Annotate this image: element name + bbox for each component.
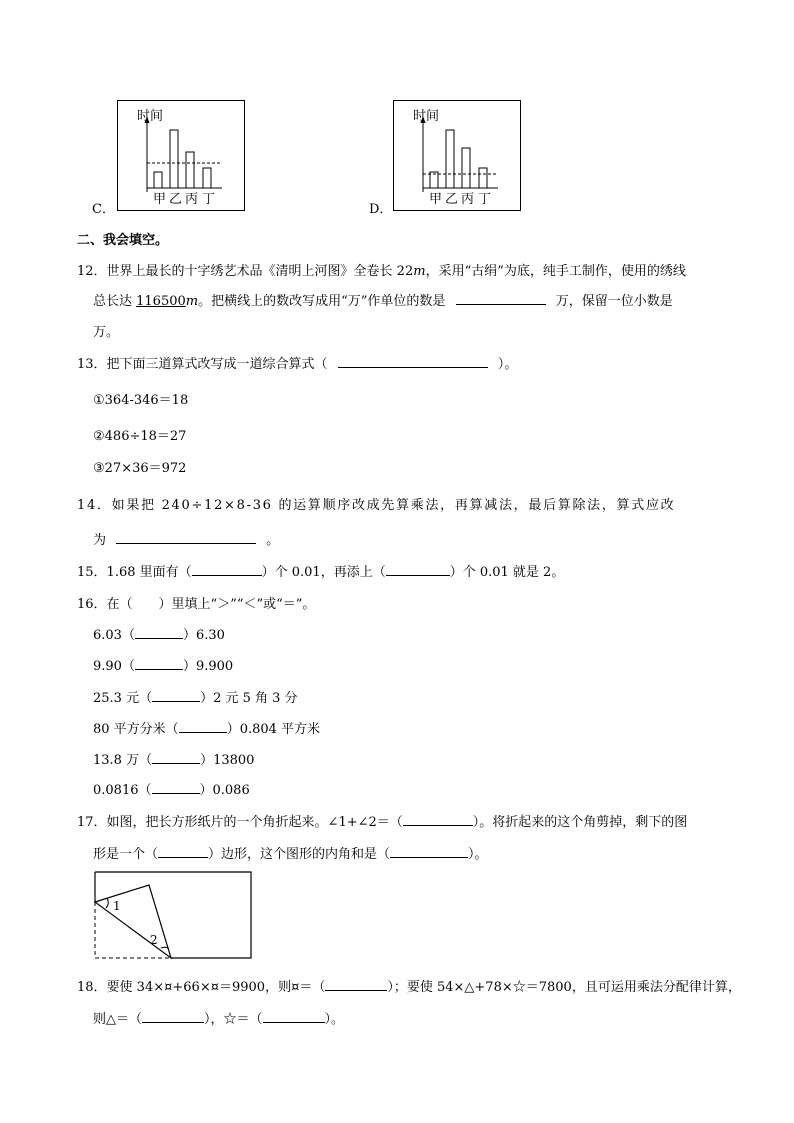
q12-text-2a: 总长达 [93,294,137,309]
q12-line3: 万。 [93,325,120,340]
q18-answer-blank-2[interactable] [142,1010,204,1023]
option-c-cat-4: 丁 [202,192,216,207]
q14-text-1: 如果把 240÷12×8-36 的运算顺序改成先算乘法，再算减法，最后算除法，算式应改 [111,498,676,513]
q15-text-c: ）个 0.01 就是 2。 [449,565,565,580]
q12-text-1b: ，采用“古绢”为底，纯手工制作，使用的绣线 [425,264,686,279]
q13-item-3: ③27×36＝972 [93,461,187,476]
q14-line1 [77,494,675,513]
q17-answer-blank-2[interactable] [158,845,208,858]
q17-text-1b: ）。将折起来的这个角剪掉，剩下的图 [472,815,688,830]
q16-row-left: 6.03（ [93,628,135,643]
q16-row-5 [93,749,254,768]
option-d-cat-3: 丙 [461,192,475,207]
q13-text: 把下面三道算式改写成一道综合算式（ [106,357,328,372]
q17-text-1a: 如图，把长方形纸片的一个角折起来。∠1+∠2＝（ [106,815,403,830]
q18-number: 18． [77,980,107,995]
q12-unit-m: m [413,264,426,279]
q16-answer-blank[interactable] [135,657,183,670]
q18-line1 [77,976,741,995]
option-d-cat-1: 甲 [429,192,443,207]
q16-row-left: 0.0816（ [93,783,152,798]
q17-angle-1-label: 1 [113,899,121,913]
q17-number: 17． [77,815,107,830]
option-d-chart [393,100,521,212]
q15-answer-blank-2[interactable] [386,563,450,576]
q12-line1 [77,260,686,279]
option-c-cat-2: 乙 [169,192,183,207]
q12-unit-m-2: m [185,294,199,309]
q13-close: ）。 [497,357,518,372]
q17-text-2b: ）边形，这个图形的内角和是（ [208,847,391,862]
option-c-label: C． [92,202,115,217]
q12-answer-blank-1[interactable] [456,292,546,305]
q13-number: 13． [77,357,107,372]
q18-text-2c: ）。 [324,1012,345,1027]
q16-row-right: ）0.804 平方米 [226,722,321,737]
q13-item-1: ①364-346＝18 [93,393,189,408]
q15-text-a: 1.68 里面有（ [106,565,192,580]
q17-answer-blank-3[interactable] [390,845,468,858]
q16-row-right: ）6.30 [182,628,225,643]
option-c-axis-label: 时间 [137,109,164,124]
q17-folded-paper-figure [93,870,253,960]
q14-answer-blank[interactable] [116,531,256,544]
q15-text-b: ）个 0.01，再添上（ [261,565,386,580]
q18-text-1a: 要使 34×¤+66×¤＝9900，则¤＝（ [106,980,326,995]
option-d-axis-label: 时间 [413,109,440,124]
q16-answer-blank[interactable] [152,781,200,794]
q18-text-1b: ）；要使 54×△+78×☆＝7800，且可运用乘法分配律计算， [387,980,741,995]
q12-underlined-number: 116500 [136,294,186,309]
q13-line [77,353,517,372]
option-d-label: D． [369,202,393,217]
q16-number: 16． [77,597,107,612]
q18-answer-blank-3[interactable] [263,1010,325,1023]
q16-answer-blank[interactable] [152,689,200,702]
option-d-cat-2: 乙 [445,192,459,207]
q18-answer-blank-1[interactable] [325,978,387,991]
q16-text: 在（ ）里填上“＞”“＜”或“＝”。 [106,597,316,612]
q16-row-left: 25.3 元（ [93,691,153,706]
q12-number: 12． [77,264,107,279]
q17-answer-blank-1[interactable] [403,813,473,826]
q17-text-2a: 形是一个（ [93,847,159,862]
q16-row-2 [93,655,233,674]
q16-row-right: ）2 元 5 角 3 分 [200,691,298,706]
q16-answer-blank[interactable] [152,751,200,764]
q16-row-1 [93,624,225,643]
option-c-cat-3: 丙 [185,192,199,207]
q17-text-2c: ）。 [468,847,488,862]
q16-row-left: 9.90（ [93,659,135,674]
q17-angle-2-label: 2 [150,933,158,947]
q18-line2 [93,1008,344,1027]
section-heading: 二、我会填空。 [77,233,169,248]
q12-text-2c: 万，保留一位小数是 [555,294,673,309]
q16-row-right: ）13800 [200,753,255,768]
q12-text-1: 世界上最长的十字绣艺术品《清明上河图》全卷长 22 [106,264,414,279]
q16-row-4 [93,718,320,737]
q16-line [77,593,315,612]
q15-line [77,561,564,580]
q16-answer-blank[interactable] [135,626,183,639]
option-d-cat-4: 丁 [478,192,492,207]
q12-line2 [93,290,673,309]
q15-answer-blank-1[interactable] [192,563,262,576]
q16-row-6 [93,779,250,798]
q18-text-2b: ），☆＝（ [204,1012,263,1027]
q13-answer-blank[interactable] [338,355,488,368]
q16-row-left: 80 平方分米（ [93,722,179,737]
q16-row-right: ）9.900 [182,659,234,674]
q12-text-2b: 。把横线上的数改写成用“万”作单位的数是 [198,294,446,309]
q14-number: 14． [77,498,112,513]
q16-row-3 [93,687,298,706]
option-c-cat-1: 甲 [153,192,167,207]
q16-answer-blank[interactable] [179,720,227,733]
option-c-chart [117,100,245,212]
q16-row-right: ）0.086 [199,783,250,798]
q13-item-2: ②486÷18＝27 [93,429,187,444]
q14-text-2a: 为 [93,533,107,548]
q17-line2 [93,843,488,862]
q14-line2 [93,529,279,548]
q15-number: 15． [77,565,107,580]
q17-line1 [77,811,687,830]
q16-row-left: 13.8 万（ [93,753,153,768]
q18-text-2a: 则△＝（ [93,1012,142,1027]
q14-text-2b: 。 [266,533,280,548]
